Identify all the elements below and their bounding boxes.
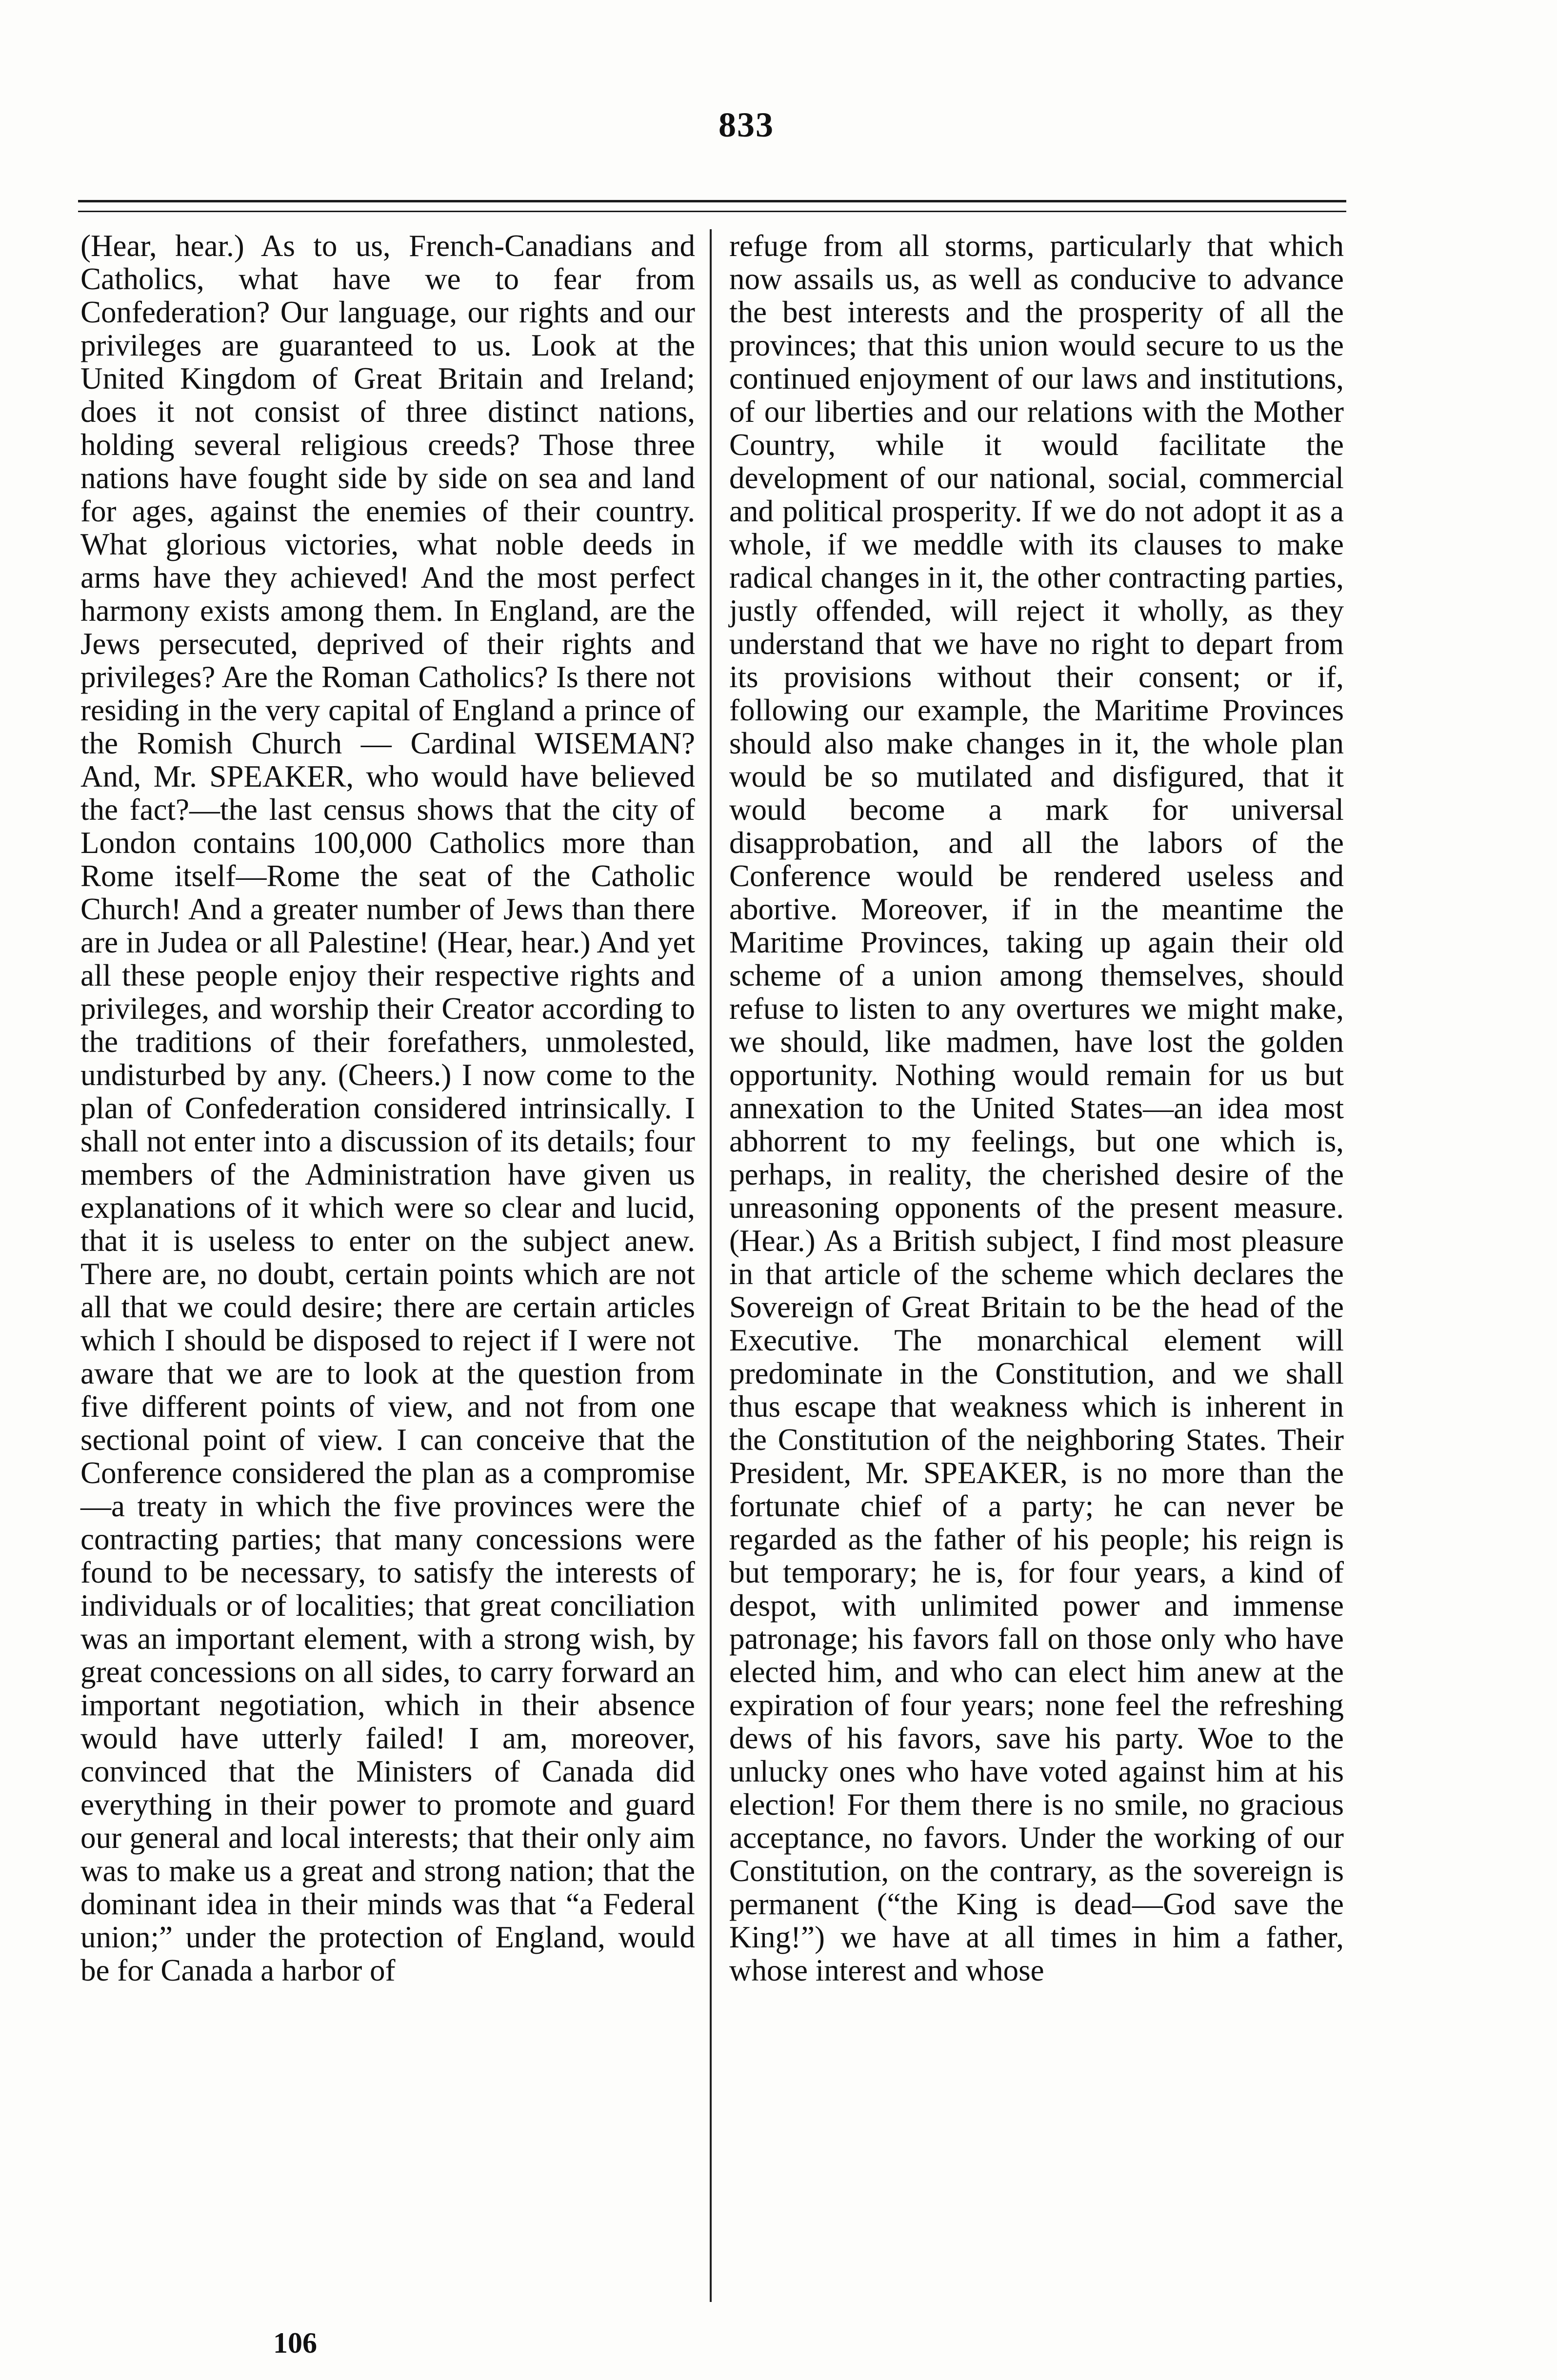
left-column-text: (Hear, hear.) As to us, French-Canadians and Catholics, what have we to fear from Confederation? Our language, our rights and our privileges are guaranteed to us. Look at the United Kingdom of Great Britain and Ireland; does it not consist of three distinct nations, holding several religious creeds? Those three nations have fought side by side on sea and land for ages, against the enemies of their country. What glorious victories, what noble deeds in arms have they achieved! And the most perfect harmony exists among them. In England, are the Jews persecuted, deprived of their rights and privileges? Are the Roman Catholics? Is there not residing in the very capital of England a prince of the Romish Church — Cardinal WISEMAN? And, Mr. SPEAKER, who would have believed the fact?—the last census shows that the city of London contains 100,000 Catholics more than Rome itself—Rome the seat of the Catholic Church! And a greater number of Jews than there are in Judea or all Palestine! (Hear, hear.) And yet all these people enjoy their respective rights and privileges, and worship their Creator according to the traditions of their forefathers, unmolested, undisturbed by any. (Cheers.) I now come to the plan of Confederation considered intrinsically. I shall not enter into a discussion of its details; four members of the Administration have given us explanations of it which were so clear and lucid, that it is useless to enter on the subject anew. There are, no doubt, certain points which are not all that we could desire; there are certain articles which I should be disposed to reject if I were not aware that we are to look at the question from five different points of view, and not from one sectional point of view. I can conceive that the Conference considered the plan as a compromise—a treaty in which the five provinces were the contracting parties; that many concessions were found to be necessary, to satisfy the interests of individuals or of localities; that great conciliation was an important element, with a strong wish, by great concessions on all sides, to carry forward an important negotiation, which in their absence would have utterly failed! I am, moreover, convinced that the Ministers of Canada did everything in their power to promote and guard our general and local interests; that their only aim was to make us a great and strong nation; that the dominant idea in their minds was that “a Federal union;” under the protection of England, would be for Canada a harbor of [80, 229, 695, 1987]
right-column-text: refuge from all storms, particularly that which now assails us, as well as conducive to advance the best interests and the prosperity of all the provinces; that this union would secure to us the continued enjoyment of our laws and institutions, of our liberties and our relations with the Mother Country, while it would facilitate the development of our national, social, commercial and political prosperity. If we do not adopt it as a whole, if we meddle with its clauses to make radical changes in it, the other contracting parties, justly offended, will reject it wholly, as they understand that we have no right to depart from its provisions without their consent; or if, following our example, the Maritime Provinces should also make changes in it, the whole plan would be so mutilated and disfigured, that it would become a mark for universal disapprobation, and all the labors of the Conference would be rendered useless and abortive. Moreover, if in the meantime the Maritime Provinces, taking up again their old scheme of a union among themselves, should refuse to listen to any overtures we might make, we should, like madmen, have lost the golden opportunity. Nothing would remain for us but annexation to the United States—an idea most abhorrent to my feelings, but one which is, perhaps, in reality, the cherished desire of the unreasoning opponents of the present measure. (Hear.) As a British subject, I find most pleasure in that article of the scheme which declares the Sovereign of Great Britain to be the head of the Executive. The monarchical element will predominate in the Constitution, and we shall thus escape that weakness which is inherent in the Constitution of the neighboring States. Their President, Mr. SPEAKER, is no more than the fortunate chief of a party; he can never be regarded as the father of his people; his reign is but temporary; he is, for four years, a kind of despot, with unlimited power and immense patronage; his favors fall on those only who have elected him, and who can elect him anew at the expiration of four years; none feel the refreshing dews of his favors, save his party. Woe to the unlucky ones who have voted against him at his election! For them there is no smile, no gracious acceptance, no favors. Under the working of our Constitution, on the contrary, as the sovereign is permanent (“the King is dead—God save the King!”) we have at all times in him a father, whose interest and whose [729, 229, 1344, 1987]
header-rule [78, 200, 1346, 202]
signature-mark: 106 [273, 2327, 317, 2359]
left-column [80, 229, 695, 1987]
right-column [729, 229, 1344, 1987]
column-divider [710, 229, 712, 2302]
page-number: 833 [719, 105, 774, 144]
header-rule-thin [78, 211, 1346, 212]
